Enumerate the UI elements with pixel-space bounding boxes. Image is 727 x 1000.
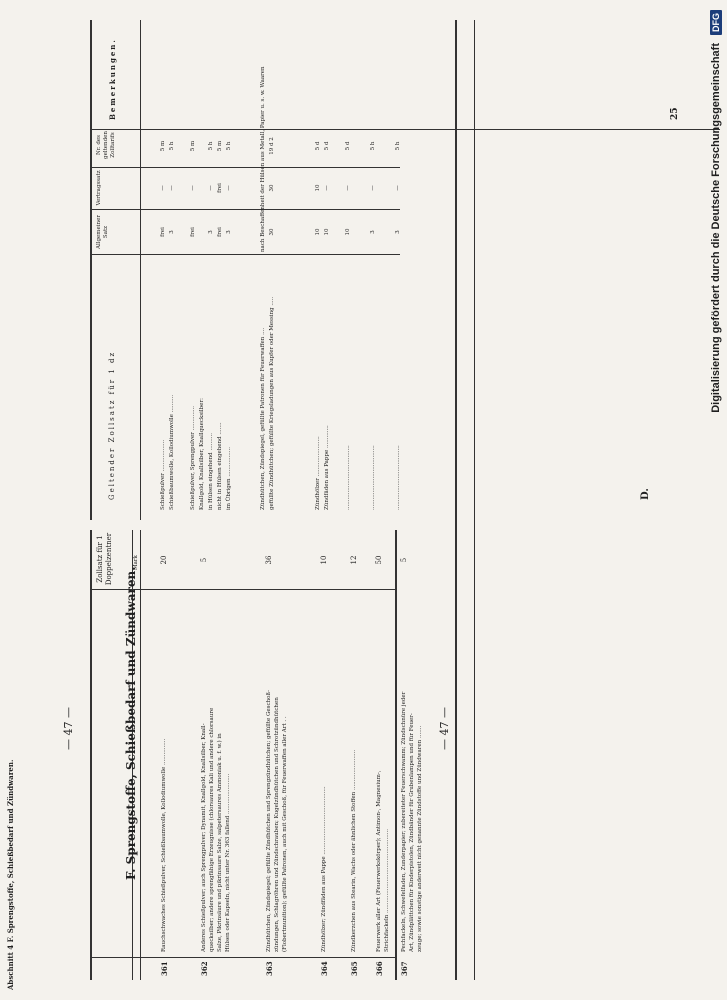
col-heading-zoll: Zollsatz für 1 Doppelzentner bbox=[96, 532, 113, 586]
tariff-line-vertrag: — bbox=[395, 185, 401, 191]
col-heading-allgemeiner: Allgemeiner Satz bbox=[96, 215, 109, 249]
row-number: 362 bbox=[200, 961, 209, 976]
tariff-line-allgemeiner: 10 bbox=[324, 228, 330, 236]
footer-letter: D. bbox=[640, 488, 651, 500]
tariff-line-text: im Übrigen ................. bbox=[226, 446, 232, 510]
row-rate: 20 bbox=[160, 555, 168, 565]
tariff-line-nr: 5 h bbox=[208, 141, 214, 151]
row-number: 364 bbox=[320, 961, 329, 976]
tariff-line-vertrag: — bbox=[226, 185, 232, 191]
tariff-line-nr: 5 h bbox=[370, 141, 376, 151]
row-number: 366 bbox=[375, 961, 384, 976]
running-header: Abschnitt 4 F. Sprengstoffe, Schießbedarf und Zündwaren. bbox=[6, 759, 15, 990]
col-heading-vertrag: Vertragssatz bbox=[96, 170, 102, 206]
tariff-line-allgemeiner: frei bbox=[190, 227, 196, 237]
sidebar-credit bbox=[705, 10, 727, 1000]
tariff-line-vertrag: — bbox=[208, 185, 214, 191]
tariff-line-text: Knallgold, Knallsilber, Knallquecksilber: bbox=[199, 398, 205, 510]
tariff-line-text: Schießpulver .................. bbox=[160, 439, 166, 510]
tariff-line-allgemeiner: frei bbox=[217, 227, 223, 237]
tariff-line-allgemeiner: 3 bbox=[370, 230, 376, 234]
tariff-line-text: gefüllte Zündhütchen; gefüllte Kriegsladungen aus Kupfer oder Messing ..... bbox=[269, 296, 275, 510]
row-rate: 5 bbox=[200, 557, 208, 563]
tariff-line-nr: 5 d bbox=[315, 141, 321, 151]
right-page-number: — 47 — bbox=[438, 707, 451, 750]
tariff-line-text: Zündhütchen, Zündspiegel, gefüllte Patronen für Feuerwaffen .... bbox=[260, 327, 266, 510]
tariff-line-allgemeiner: 3 bbox=[395, 230, 401, 234]
col-heading-geltender: Geltender Zollsatz für 1 dz bbox=[108, 350, 116, 500]
dfg-logo: DFG bbox=[710, 10, 722, 35]
row-rate: 36 bbox=[265, 555, 273, 565]
tariff-line-allgemeiner: frei bbox=[160, 227, 166, 237]
tariff-line-nr: 5 d bbox=[324, 141, 330, 151]
tariff-line-allgemeiner: 10 bbox=[315, 228, 321, 236]
tariff-line-vertrag: — bbox=[190, 185, 196, 191]
tariff-line-allgemeiner: 3 bbox=[208, 230, 214, 234]
left-page-number: — 47 — bbox=[62, 707, 75, 750]
col-heading-nr: Nr. des geltenden Zolltarifs bbox=[96, 131, 116, 159]
tariff-line-vertrag: — bbox=[169, 185, 175, 191]
tariff-line-allgemeiner: 3 bbox=[226, 230, 232, 234]
tariff-line-allgemeiner: nach Beschaffenheit der Hülsen aus Metall, Papier u. s. w. Waaren bbox=[260, 66, 266, 252]
row-rate: 10 bbox=[320, 555, 328, 565]
sidebar-text: Digitalisierung gefördert durch die Deutsche Forschungsgemeinschaft bbox=[710, 43, 722, 413]
tariff-line-text: ..................................... bbox=[345, 445, 351, 510]
tariff-line-nr: 5 m bbox=[190, 140, 196, 152]
tariff-line-text: nicht in Hülsen eingehend ....... bbox=[217, 422, 223, 510]
tariff-line-vertrag: — bbox=[345, 185, 351, 191]
tariff-line-vertrag: frei bbox=[217, 183, 223, 193]
row-number: 361 bbox=[160, 961, 169, 976]
tariff-line-vertrag: — bbox=[160, 185, 166, 191]
row-number: 367 bbox=[400, 961, 409, 976]
row-description: Zündkerzchen aus Stearin, Wachs oder ähnlichen Stoffen ....................... bbox=[351, 749, 357, 952]
row-description: Zündhölzer; Zündfäden aus Pappe ....................................... bbox=[321, 786, 327, 952]
tariff-line-text: ..................................... bbox=[395, 445, 401, 510]
tariff-line-vertrag: 10 bbox=[315, 184, 321, 192]
row-rate: 5 bbox=[400, 557, 408, 563]
col-heading-bemerkungen: Bemerkungen. bbox=[108, 38, 117, 120]
tariff-line-allgemeiner: 30 bbox=[269, 228, 275, 236]
tariff-line-text: in Hülsen eingehend .......... bbox=[208, 433, 214, 510]
tariff-line-nr: 5 h bbox=[169, 141, 175, 151]
tariff-line-nr: 5 h bbox=[395, 141, 401, 151]
tariff-line-nr: 5 h bbox=[226, 141, 232, 151]
tariff-line-vertrag: — bbox=[370, 185, 376, 191]
row-rate: 50 bbox=[375, 555, 383, 565]
row-description: Rauchschwaches Schießpulver, Schießbaumwolle, Kollodiumwolle ............... bbox=[161, 738, 167, 952]
tariff-line-text: ..................................... bbox=[370, 445, 376, 510]
tariff-line-vertrag: 30 bbox=[269, 184, 275, 192]
row-description: Pechfackeln, Schwefelfaden, Zunderpapier; zubereiteter Feuerschwamm; Zündschnüre jeder Art, Zündplättchen für Kinderpistolen, Zündbänder für Grubenlampen und für Feuer- zeuge; sowie sonstige anderweit nicht genannte Zündstoffe und Zündwaren ....... bbox=[401, 691, 423, 952]
tariff-line-text: Zündhölzer ....................... bbox=[315, 436, 321, 510]
tariff-line-allgemeiner: 10 bbox=[345, 228, 351, 236]
tariff-line-nr: 5 m bbox=[160, 140, 166, 152]
col-heading-mark: Mark bbox=[133, 555, 139, 570]
row-description: Zündhütchen, Zündspiegel; gefüllte Zündhütchen und Sprengzündhütchen; gefüllte Geschoß- zündungen, Schlagröhren und Zündschrauben; Kugelzündhütchen und Schrotzündhütchen (Flobertmunition); gefüllte Patronen, auch mit Geschoß, für Feuerwaffen aller Art . . bbox=[266, 690, 288, 952]
row-number: 363 bbox=[265, 961, 274, 976]
tariff-line-nr: 5 d bbox=[345, 141, 351, 151]
row-description: Anderes Schießpulver; auch Sprengpulver; Dynamit, Knallgold, Knallsilber, Knall- quecksilber; andere sprengfähige Erzeugnisse (chlorsaures Kali und andere chlorsaure Salze, Pikrinsäure und pikrinsaure Salze, salpetersaures Ammoniak u. f. w.) in Hülsen oder Kapseln, nicht unter Nr. 363 fallend ....................... bbox=[201, 707, 231, 952]
tariff-line-nr: 5 m bbox=[217, 140, 223, 152]
tariff-line-text: Schießpulver, Sprengpulver .............. bbox=[190, 405, 196, 510]
tariff-line-text: Zündfäden aus Pappe ............. bbox=[324, 425, 330, 510]
footer-number: 25 bbox=[670, 107, 680, 120]
tariff-line-nr: 19 d 2 bbox=[269, 137, 275, 155]
tariff-line-text: Schießbaumwolle, Kollodiumwolle .......... bbox=[169, 394, 175, 510]
tariff-line-allgemeiner: 3 bbox=[169, 230, 175, 234]
tariff-line-vertrag: — bbox=[324, 185, 330, 191]
row-number: 365 bbox=[350, 961, 359, 976]
row-rate: 12 bbox=[350, 555, 358, 565]
section-title: F. Sprengstoffe, Schießbedarf und Zündwaren. bbox=[124, 566, 138, 880]
row-description: Feuerwerk aller Art (Feuerwerkskörper); Antimon-, Magnesium-, Strichfackeln ................................................ bbox=[376, 770, 390, 952]
